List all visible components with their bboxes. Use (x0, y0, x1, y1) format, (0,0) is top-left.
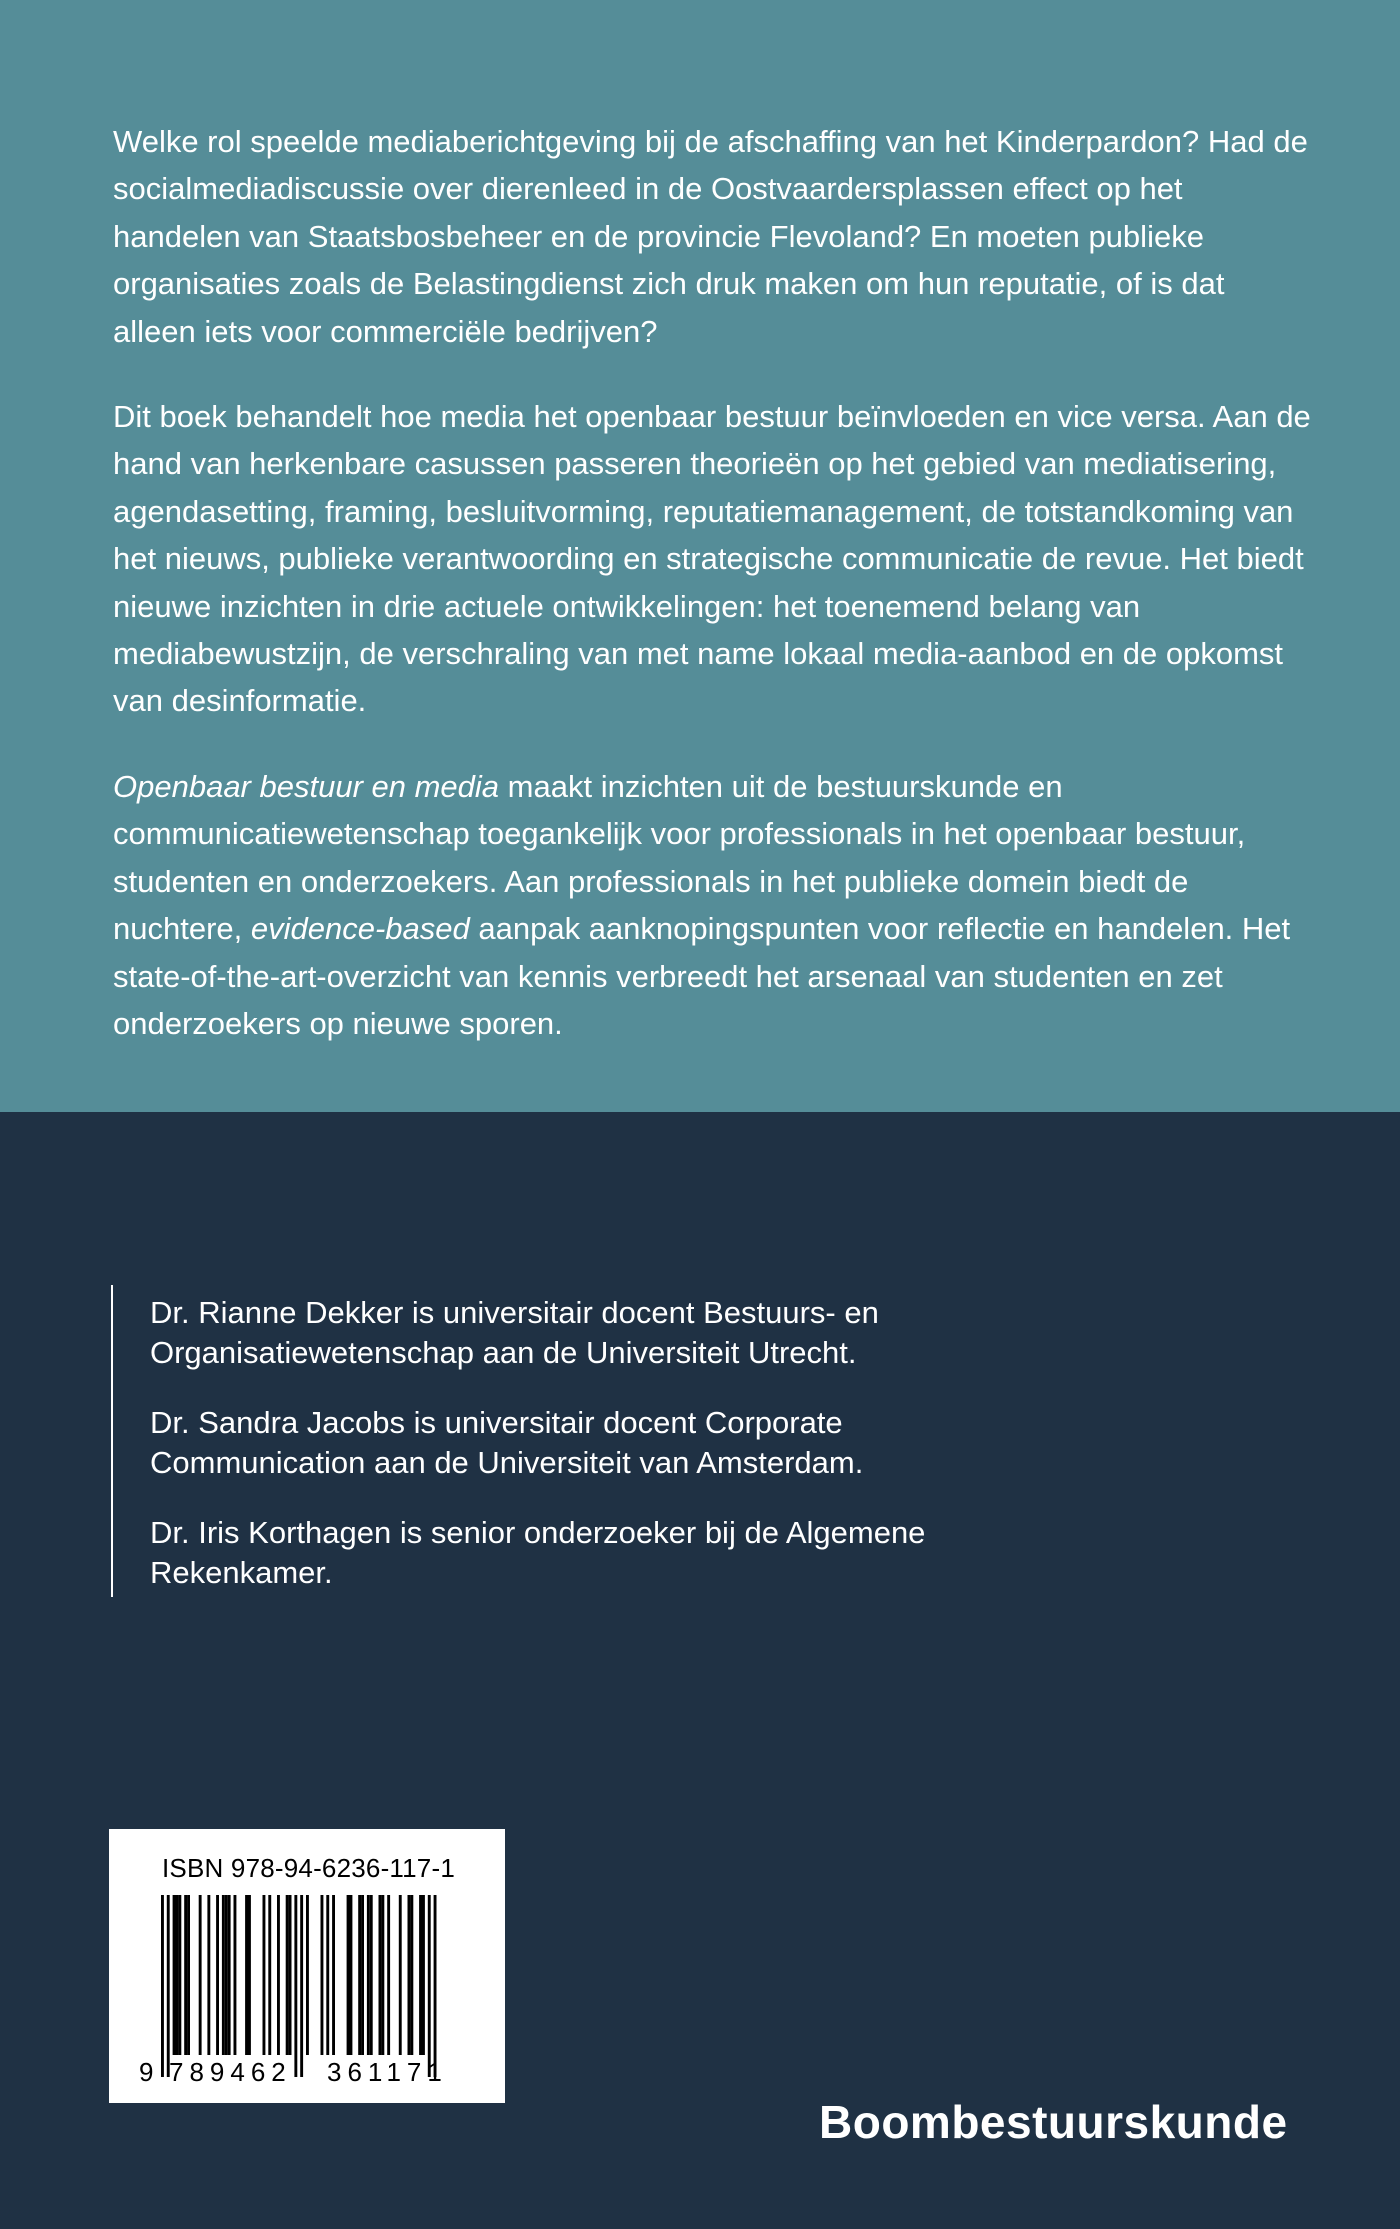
barcode-bar (178, 1895, 181, 2055)
barcode-digits-right: 361171 (327, 2057, 448, 2087)
barcode-bar (300, 1895, 303, 2077)
barcode-digits-left: 789462 (169, 2057, 292, 2087)
barcode-bar (167, 1895, 170, 2077)
barcode-bar (277, 1895, 280, 2055)
barcode-bar (321, 1895, 324, 2055)
blurb-paragraph-2: Dit boek behandelt hoe media het openbaar bestuur beïnvloeden en vice versa. Aan de hand van herkenbare casussen passeren theorieën op het gebied van mediatisering, agendasetting, framing, besluitvorming, reputatiemanagement, de totstandkoming van het nieuws, publieke verantwoording en strategische communicatie de revue. Het biedt nieuwe inzichten in drie actuele ontwikkelingen: het toenemend belang van mediabewustzijn, de verschraling van met name lokaal media-aanbod en de opkomst van desinformatie. (113, 399, 1311, 719)
blurb-paragraph-3 (113, 763, 1313, 1047)
barcode-bar (207, 1895, 210, 2055)
barcode-bar (289, 1895, 292, 2055)
barcode-bar (358, 1895, 361, 2055)
barcode-bar (367, 1895, 370, 2055)
author-bio-korthagen: Dr. Iris Korthagen is senior onderzoeker bij de Algemene Rekenkamer. (150, 1515, 926, 1590)
author-bios (111, 1285, 1050, 1597)
barcode-bar (173, 1895, 176, 2055)
barcode-bar (379, 1895, 382, 2055)
barcode-bar (399, 1895, 402, 2055)
barcode-bar (422, 1895, 425, 2055)
barcode-bar (361, 1895, 364, 2055)
isbn-label: ISBN 978-94-6236-117-1 (162, 1853, 455, 1883)
barcode-bar (268, 1895, 271, 2055)
evidence-based-italic: evidence-based (250, 911, 470, 947)
barcode-bar (410, 1895, 413, 2055)
barcode-box (109, 1829, 505, 2103)
author-bio-jacobs: Dr. Sandra Jacobs is universitair docent Corporate Communication aan de Universiteit van Amsterdam. (150, 1405, 864, 1480)
blurb-paragraph-3-part-b: aanpak aanknopingspunten voor reflectie en handelen. Het state-of-the-art-overzicht van kennis verbreedt het arsenaal van studenten en zet onderzoekers op nieuwe sporen. (113, 911, 1291, 1041)
barcode-bar (286, 1895, 289, 2055)
barcode-bar (419, 1895, 422, 2055)
barcode-bar (387, 1895, 390, 2055)
barcode-bar (263, 1895, 266, 2055)
barcode-bar (370, 1895, 373, 2055)
barcode-bar (234, 1895, 237, 2055)
barcode-bar (294, 1895, 297, 2077)
barcode-digit-first: 9 (139, 2057, 154, 2087)
barcode-bar (350, 1895, 353, 2055)
barcode-bar (245, 1895, 248, 2055)
barcode-bar (347, 1895, 350, 2055)
author-bio-dekker: Dr. Rianne Dekker is universitair docent Bestuurs- en Organisatiewetenschap aan de Universiteit Utrecht. (150, 1295, 879, 1370)
blurb-text (113, 118, 1313, 1047)
barcode-bar (161, 1895, 164, 2077)
barcode-bar (184, 1895, 187, 2055)
barcode-bar (228, 1895, 231, 2055)
barcode-bar (176, 1895, 179, 2055)
barcode-bar (306, 1895, 309, 2055)
barcode-bar (187, 1895, 190, 2055)
barcode-bar (332, 1895, 335, 2055)
barcode-bar (381, 1895, 384, 2055)
barcode-bar (434, 1895, 437, 2077)
cover-top-panel (0, 0, 1400, 1112)
book-title-italic: Openbaar bestuur en media (113, 768, 500, 804)
barcode-bar (216, 1895, 219, 2055)
publisher-logo: Boombestuurskunde (819, 2096, 1288, 2148)
barcode-bar (248, 1895, 251, 2055)
barcode-bar (199, 1895, 202, 2055)
blurb-paragraph-3-part-a: maakt inzichten uit de bestuurskunde en communicatiewetenschap toegankelijk voor professionals in het openbaar bestuur, studenten en onderzoekers. Aan professionals in het publieke domein biedt de nuchtere, (113, 768, 1246, 947)
blurb-paragraph-1: Welke rol speelde mediaberichtgeving bij de afschaffing van het Kinderpardon? Had de socialmediadiscussie over dierenleed in de Oostvaardersplassen effect op het handelen van Staatsbosbeheer en de provincie Flevoland? En moeten publieke organisaties zoals de Belastingdienst zich druk maken om hun reputatie, of is dat alleen iets voor commerciële bedrijven? (113, 124, 1308, 349)
barcode-bar (326, 1895, 329, 2055)
barcode-bar (222, 1895, 225, 2055)
barcode-bar (408, 1895, 411, 2055)
barcode-bar (225, 1895, 228, 2055)
barcode-bar (428, 1895, 431, 2077)
